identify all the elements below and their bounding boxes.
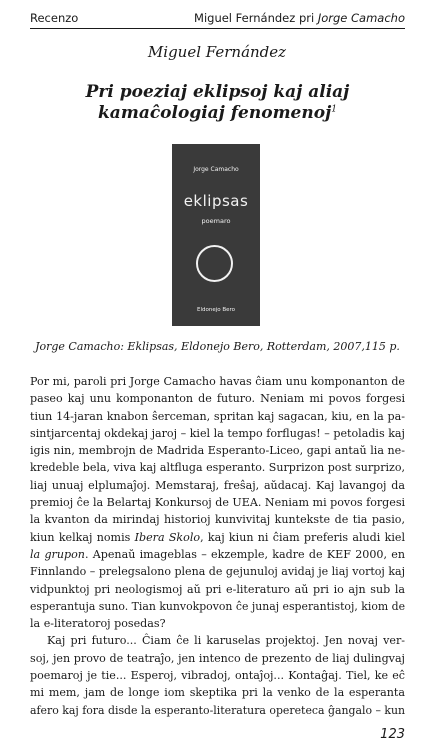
cover-title: eklipsas [183, 192, 249, 210]
text-line: poemaroj je tie... Esperoj, vibradoj, ontaĵoj... Kontaĝaj. Tiel, ke eĉ [30, 669, 405, 683]
running-head [30, 8, 405, 29]
text-line: paseo kaj unu komponanton de futuro. Neniam mi povos forgesi [30, 392, 405, 406]
text-line: afero kaj fora disde la esperanto-literatura opereteca ĝangalo – kun [30, 703, 406, 717]
title-line-2: kamaĉologiaj fenomenoj [98, 103, 332, 123]
text-line: igis nin, membrojn de Madrida Esperanto-Liceo, gapi antaŭ lia ne- [30, 444, 405, 458]
text-line: Por mi, paroli pri Jorge Camacho havas ĉiam unu komponanton de [30, 375, 405, 388]
running-head-author: Miguel Fernández pri [194, 11, 318, 25]
cover-publisher: Eldonejo Bero [196, 307, 236, 313]
emphasis-ibera-skolo: Ibera Skolo [134, 530, 201, 544]
running-head-article [194, 8, 405, 28]
text-line: sintjarcentaj okdekaj jaroj – kiel la tempo forflugas! – petoladis kaj [30, 426, 405, 440]
page-number: 123 [380, 727, 405, 742]
book-cover [172, 144, 260, 326]
article-body [30, 373, 405, 719]
text-line: mi mem, jam de longe iom skeptika pri la venko de la esperanta [30, 686, 405, 700]
book-caption: Jorge Camacho: Eklipsas, Eldonejo Bero, Rotterdam, 2007,115 p. [35, 340, 400, 353]
article-author: Miguel Fernández [147, 43, 287, 61]
text-line: la e-literatoroj posedas? [30, 617, 166, 631]
text-line: Kaj pri futuro... Ĉiam ĉe li karuselas projektoj. Jen novaj ver- [47, 634, 405, 648]
text-line: esperantuja suno. Tian kunvokpovon ĉe junaj esperantistoj, kiom de [30, 599, 406, 613]
text-run: kiun kelkaj nomis [30, 530, 135, 544]
text-line: kredeble bela, viva kaj altfluga esperanto. Surprizon post surprizo, [30, 461, 406, 475]
text-run: . Apenaŭ imageblas – ekzemple, kadre de KEF 2000, en [84, 547, 405, 561]
text-line [30, 546, 405, 563]
text-run: , kaj kiun ni ĉiam preferis aludi kiel [200, 530, 405, 544]
text-line: la kvanton da mirindaj historioj kunvivitaj kuntekste de tia pasio, [30, 513, 405, 527]
title-line-1: Pri poeziaj eklipsoj kaj aliaj [85, 82, 350, 102]
footnote-marker: 1 [331, 104, 337, 115]
emphasis-la-grupon: la grupon [30, 547, 85, 561]
running-head-section: Recenzo [30, 11, 79, 25]
text-line: vidpunktoj pri neologismoj aŭ pri e-literaturo aŭ pri io ajn sub la [30, 582, 405, 596]
text-line: liaj unuaj elplumaĵoj. Memstaraj, freŝaj, aŭdacaj. Kaj lavangoj da [30, 478, 405, 492]
cover-subtitle: poemaro [201, 217, 231, 225]
eclipse-ring-icon [196, 245, 233, 282]
text-line: soj, jen provo de teatraĵo, jen intenco de prezento de liaj dulingvaj [30, 651, 405, 665]
article-title [30, 82, 405, 124]
cover-author: Jorge Camacho [193, 166, 239, 173]
text-line: tiun 14-jaran knabon ŝerceman, spritan kaj sagacan, kiu, en la pa- [30, 409, 405, 423]
text-line [30, 529, 405, 546]
running-head-subject: Jorge Camacho [317, 11, 405, 25]
text-line: Finnlando – prelegsalono plena de gejunuloj avidaj je liaj vortoj kaj [30, 565, 406, 579]
text-line: premioj ĉe la Belartaj Konkursoj de UEA. Neniam mi povos forgesi [30, 496, 406, 510]
